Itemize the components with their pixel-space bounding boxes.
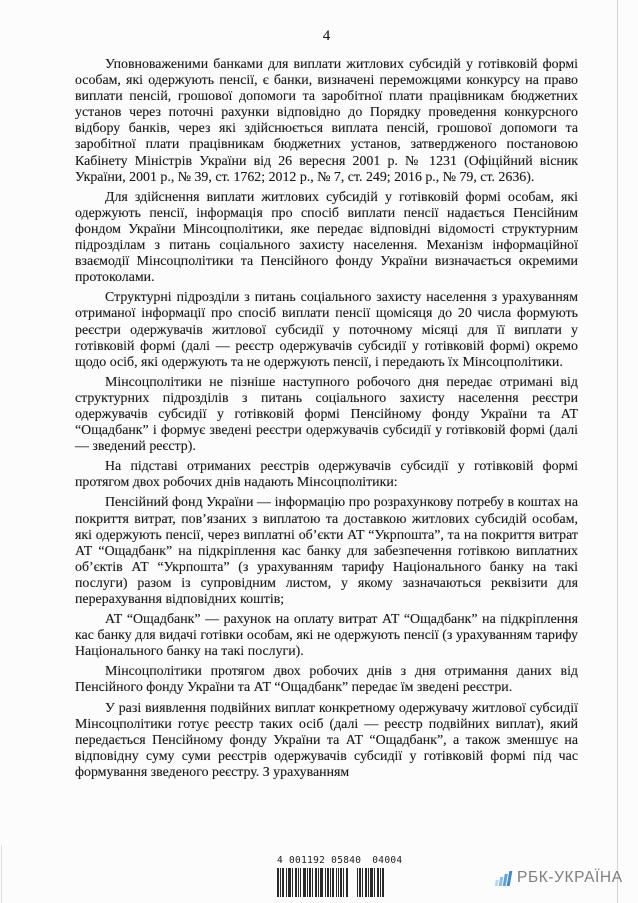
scan-edge-right	[617, 0, 618, 903]
barcode-bar	[357, 868, 358, 897]
paragraph: Мінсоцполітики протягом двох робочих днів з дня отримання даних від Пенсійного фонду України та АТ “Ощадбанк” передає їм зведені реєстри.	[75, 664, 578, 696]
barcode-bar	[359, 868, 361, 897]
paragraph: Для здійснення виплати житлових субсидій у готівковій формі особам, які одержують пенсії, інформація про спосіб виплати пенсії надається Пенсійним фондом України Мінсоцполітики, яке передає відповідні відомості структурним підрозділам з питань соціального захисту населення. Механізм інформаційної взаємодії Мінсоцполітики та Пенсійного фонду України визначається окремими протоколами.	[75, 189, 578, 286]
barcode-bars-main	[277, 868, 348, 897]
barcode-bar	[300, 868, 301, 897]
barcode-bar	[362, 868, 363, 897]
barcode-bar	[286, 868, 287, 897]
barcode-bar	[377, 868, 379, 897]
paragraph: На підставі отриманих реєстрів одержувачів субсидії у готівковій формі протягом двох робочих днів надають Мінсоцполітики:	[75, 459, 578, 491]
barcode-bars-addon	[357, 868, 384, 897]
barcode-bar	[277, 868, 279, 897]
barcode-bar	[382, 868, 384, 897]
barcode-bar	[315, 868, 317, 897]
paragraph: Уповноваженими банками для виплати житлових субсидій у готівковій формі особам, які одержують пенсії, є банки, визначені переможцями конкурсу на право виплати пенсій, грошової допомоги та заробітної плати працівникам бюджетних установ через поточні рахунки відповідно до Порядку проведення конкурсного відбору банків, через які здійснюється виплата пенсій, грошової допомоги та заробітної плати працівникам бюджетних установ, затвердженого постановою Кабінету Міністрів України від 26 вересня 2001 р. № 1231 (Офіційний вісник України, 2001 р., № 39, ст. 1762; 2012 р., № 7, ст. 249; 2016 р., № 79, ст. 2636).	[75, 57, 578, 185]
barcode-bar	[318, 868, 319, 897]
brand-text: РБК-УКРАЇНА	[517, 869, 623, 886]
paragraph: Мінсоцполітики не пізніше наступного робочого дня передає отримані від структурних підрозділів з питань соціального захисту населення реєстри одержувачів субсидії у готівковій формі Пенсійному фонду України та АТ “Ощадбанк” і формує зведені реєстри одержувачів субсидії у готівковій формі (далі — зведений реєстр).	[75, 374, 578, 455]
barcode-bar	[298, 868, 299, 897]
paragraph: У разі виявлення подвійних виплат конкретному одержувачу житлової субсидії Мінсоцполітики готує реєстр таких осіб (далі — реєстр подвійних виплат), який передається Пенсійному фонду України та АТ “Ощадбанк”, а також зменшує на відповідну суму суми реєстрів одержувачів субсидії у готівковій формі під час формування зведеного реєстру. З урахуванням	[75, 700, 578, 780]
barcode-bar	[374, 868, 375, 897]
barcode-bar	[303, 868, 306, 897]
barcode-bar	[330, 868, 331, 897]
barcode-bar	[292, 868, 293, 897]
brand-watermark	[496, 869, 623, 887]
barcode-bar	[343, 868, 344, 897]
barcode-bar	[307, 868, 308, 897]
paragraph: Пенсійний фонд України — інформацію про розрахункову потребу в коштах на покриття витрат, пов’язаних з виплатою та доставкою житлових субсидій особам, які одержують пенсії, через виплатні об’єкти АТ “Укрпошта”, та на покриття витрат АТ “Ощадбанк” на підкріплення кас банку для забезпечення готівкою виплатних об’єктів АТ “Укрпошта” (з урахуванням тарифу Національного банку на такі послуги) разом із супровідним листом, у якому зазначаються реквізити для перерахування відповідних коштів;	[75, 495, 578, 607]
barcode-bar	[338, 868, 339, 897]
barcode-bar	[380, 868, 381, 897]
barcode-bar	[340, 868, 342, 897]
paragraph: АТ “Ощадбанк” — рахунок на оплату витрат АТ “Ощадбанк” на підкріплення кас банку для видачі готівки особам, які не одержують пенсії (з урахуванням тарифу Національного банку на такі послуги).	[75, 612, 578, 660]
barcode-bar	[365, 868, 367, 897]
barcode-bar	[327, 868, 329, 897]
barcode-bar	[332, 868, 334, 897]
paragraph: Структурні підрозділи з питань соціального захисту населення з урахуванням отриманої інформації про спосіб виплати пенсії щомісяця до 20 числа формують реєстри одержувачів житлової субсидії у поточному місяці для її виплати у готівковій формі (далі — реєстр одержувачів субсидії у готівковій формі) окремо щодо осіб, які одержують та не одержують пенсії, і передають їх Мінсоцполітики.	[75, 290, 578, 370]
barcode-bar	[280, 868, 281, 897]
barcode-bar	[368, 868, 369, 897]
bar-chart-icon	[495, 871, 513, 886]
barcode-bar	[312, 868, 313, 897]
barcode-bar	[325, 868, 326, 897]
barcode-bar	[370, 868, 373, 897]
barcode-bar	[309, 868, 311, 897]
barcode-digits-main: 4 001192 05840	[277, 855, 362, 866]
barcode-bar	[336, 868, 337, 897]
barcode-bar	[346, 868, 348, 897]
barcode-digits	[277, 855, 403, 866]
document-body	[75, 57, 578, 785]
barcode-digits-addon: 04004	[372, 855, 403, 866]
barcode-bar	[288, 868, 291, 897]
barcode-bar	[320, 868, 323, 897]
barcode-bar	[295, 868, 297, 897]
scan-edge-left	[1, 845, 2, 903]
bar-chart-icon-bar	[507, 871, 513, 886]
barcode-bar	[282, 868, 284, 897]
page-number: 4	[322, 28, 331, 44]
barcode	[277, 855, 403, 897]
